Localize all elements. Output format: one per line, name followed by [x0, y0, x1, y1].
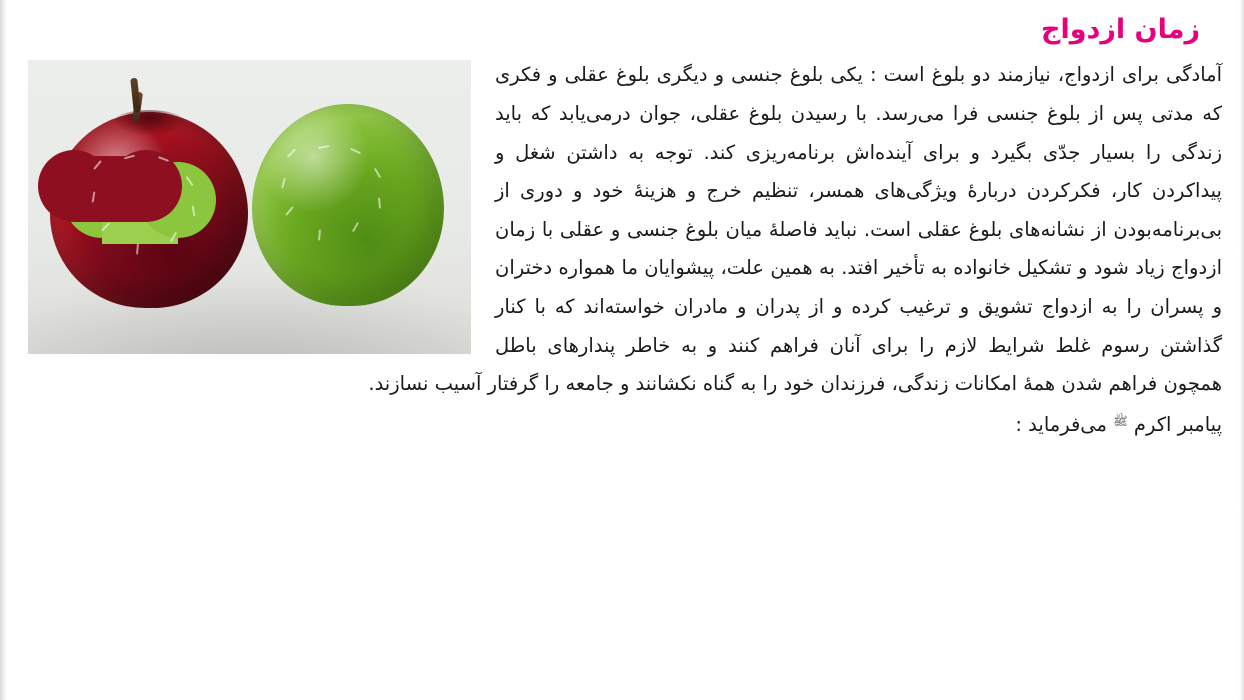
- body-paragraph: آمادگی برای ازدواج، نیازمند دو بلوغ است : یکی بلوغ جنسی و دیگری بلوغ عقلی و فکری که مدتی پس از بلوغ جنسی فرا می‌رسد. با رسیدن بلوغ عقلی، جوان درمی‌یابد که باید زندگی را بسیار جدّی بگیرد و برای آینده‌اش برنامه‌ریزی کند. توجه به داشتن شغل و پیداکردن کار، فکرکردن دربارۀ ویژگی‌های همسر، تنظیم خرج و هزینۀ خود و دوری از بی‌برنامه‌بودن از نشانه‌های بلوغ عقلی است. نباید فاصلۀ میان بلوغ جنسی و عقلی با زمان ازدواج زیاد شود و تشکیل خانواده به تأخیر افتد. به همین علت، پیشوایان ما همواره دختران و پسران را به ازدواج تشویق و ترغیب کرده و از پدران و مادران خواسته‌اند که با کنار گذاشتن رسوم غلط شرایط لازم را برای آنان فراهم کنند و به خاطر پندارهای باطل همچون فراهم شدن همۀ امکانات زندگی، فرزندان خود را به گناه نکشانند و جامعه را گرفتار آسیب نسازند.: [368, 63, 1222, 396]
- page-title: زمان ازدواج: [1041, 14, 1200, 45]
- closing-line-before: پیامبر اکرم: [1133, 412, 1222, 436]
- page-edge-left: [0, 0, 7, 700]
- closing-line-after: می‌فرماید :: [1015, 412, 1108, 436]
- page-edge-right: [1239, 0, 1244, 700]
- carving-cut-marks: [28, 60, 471, 354]
- figure-two-apples: [28, 60, 471, 354]
- figure-photo: [28, 60, 471, 354]
- honorific-sallallahu-icon: ﷺ: [1113, 413, 1128, 428]
- page-content: [28, 0, 1222, 700]
- closing-line: [28, 406, 1222, 443]
